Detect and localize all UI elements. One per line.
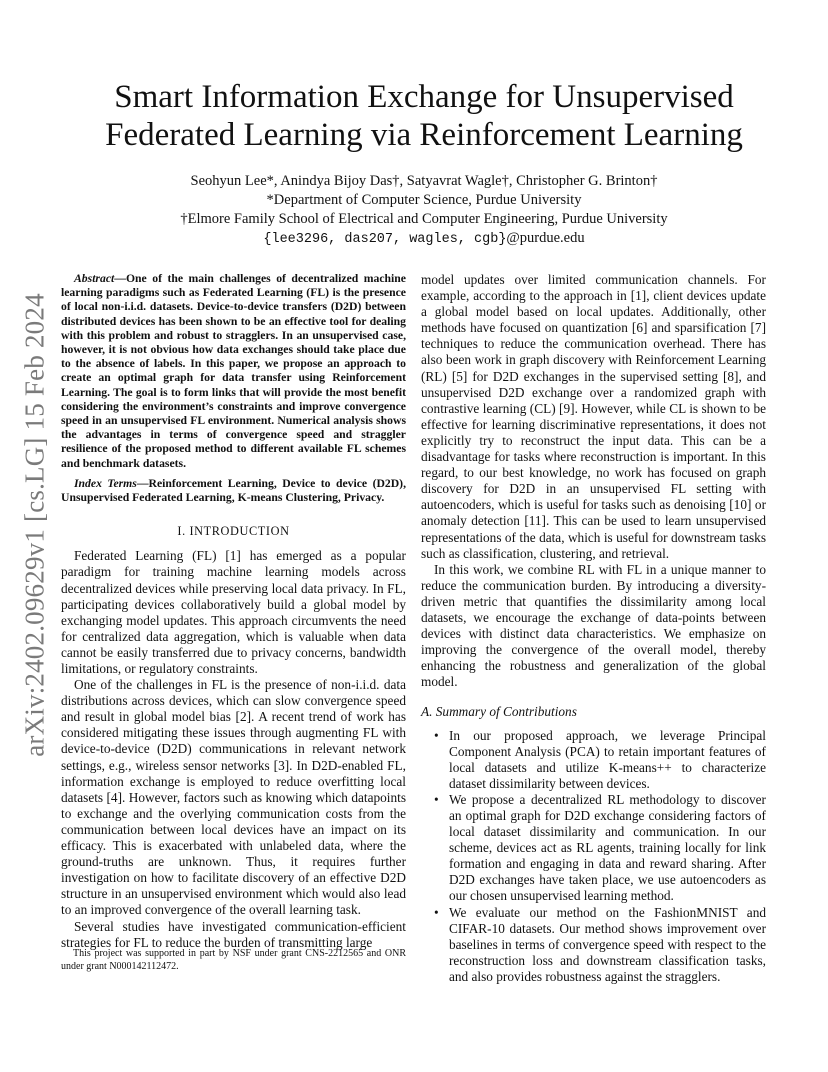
contribution-item: • In our proposed approach, we leverage Principal Component Analysis (PCA) to retain important features of local datasets and utilize K-means++ to characterize dataset dissimilarity between devices.: [449, 728, 766, 792]
intro-paragraph-1: Federated Learning (FL) [1] has emerged as a popular paradigm for training machine learning models across decentralized devices while preserving local data privacy. In FL, participating devices collaboratively build a global model by exchanging model updates. This approach circumvents the need for centralized data aggregation, which is valuable when data cannot be easily transferred due to privacy concerns, bandwidth limitations, or regulatory constraints.: [61, 548, 406, 676]
author-list: Seohyun Lee*, Anindya Bijoy Das†, Satyavrat Wagle†, Christopher G. Brinton†: [190, 173, 658, 189]
contribution-list: [421, 728, 766, 986]
left-column: [61, 272, 406, 951]
intro-paragraph-2: One of the challenges in FL is the presence of non-i.i.d. data distributions across devices, which can slow convergence speed and result in global model bias [2]. A recent trend of work has considered mitigating these issues through augmenting FL with device-to-device (D2D) communications in relevant network settings, e.g., wireless sensor networks [3]. In D2D-enabled FL, information exchange is employed to reduce overfitting local datasets [4]. However, factors such as knowing which datapoints to exchange and the overlying communication costs from the communication between local devices have an impact on its efficacy. This is exacerbated with unlabeled data, where the ground-truths are unknown. Thus, it requires further investigation on how to facilitate discovery of an effective D2D structure in an unsupervised environment which would also lead to an improved convergence of the overall learning task.: [61, 677, 406, 918]
index-terms-text: —Reinforcement Learning, Device to device (D2D), Unsupervised Federated Learning, K-means Clustering, Privacy.: [61, 476, 406, 505]
subsection-heading-contributions: A. Summary of Contributions: [421, 704, 577, 720]
email-line: [60, 229, 788, 249]
abstract: [61, 272, 406, 471]
arxiv-identifier: arXiv:2402.09629v1 [cs.LG] 15 Feb 2024: [19, 293, 50, 757]
right-column: [421, 272, 766, 985]
title-line-2: Federated Learning via Reinforcement Learning: [105, 117, 743, 153]
arxiv-sidebar-stamp: [10, 285, 60, 765]
intro-paragraph-3: Several studies have investigated communication-efficient strategies for FL to reduce the burden of transmitting large: [61, 918, 406, 950]
abstract-text: —One of the main challenges of decentralized machine learning paradigms such as Federated Learning (FL) is the presence of local non-i.i.d. datasets. Device-to-device transfers (D2D) between distributed devices has been shown to be an effective tool for dealing with this problem and robust to stragglers. In an unsupervised case, however, it is not obvious how data exchanges should take place due to the absence of labels. In this paper, we propose an approach to create an optimal graph for data transfer using Reinforcement Learning. The goal is to form links that will provide the most benefit considering the environment’s constraints and improve convergence speed in an unsupervised FL environment. Numerical analysis shows the advantages in terms of convergence speed and straggler resilience of the proposed method to different available FL schemes and benchmark datasets.: [61, 272, 406, 470]
contribution-item: • We evaluate our method on the FashionMNIST and CIFAR-10 datasets. Our method shows improvement over baselines in terms of convergence speed with respect to the reconstruction loss and downstream classification tasks, and also provides robustness against the stragglers.: [449, 905, 766, 985]
affiliation-1: *Department of Computer Science, Purdue University: [266, 192, 582, 208]
intro-paragraph-4: model updates over limited communication channels. For example, according to the approach in [1], client devices update a global model based on local updates. Additionally, other methods have focused on quantization [6] and sparsification [7] techniques to reduce the communication overhead. There has also been work in graph discovery with Reinforcement Learning (RL) [5] for D2D exchanges in the supervised setting [8], and unsupervised D2D exchange over a randomized graph with contrastive learning (CL) [9]. However, while CL is shown to be effective for learning discriminative representations, it does not explicitly try to reconstruct the input data. This can be a disadvantage for tasks where reconstruction is important. In this regard, to our best knowledge, no work has focused on graph discovery for D2D in an unsupervised FL setting with autoencoders, which is useful for tasks such as denoising [10] or anomaly detection [11]. This can be used to learn unsupervised representations of the data, which is useful for downstream tasks such as classification, clustering, and retrieval.: [421, 272, 766, 561]
index-terms: [61, 477, 406, 505]
paper-title: [60, 78, 788, 154]
email-domain: @purdue.edu: [506, 230, 585, 246]
intro-paragraph-5: In this work, we combine RL with FL in a unique manner to reduce the communication burden. By introducing a diversity-driven metric that quantifies the dissimilarity among local datasets, we encourage the exchange of data-points between devices with distinct data characteristics. We emphasize on improving the convergence of the overall model, thereby enhancing the robustness and generalization of the global model.: [421, 561, 766, 690]
title-line-1: Smart Information Exchange for Unsupervised: [114, 79, 734, 115]
abstract-label: Abstract: [74, 272, 115, 285]
email-usernames: {lee3296, das207, wagles, cgb}: [263, 232, 507, 247]
affiliation-2: †Elmore Family School of Electrical and Computer Engineering, Purdue University: [180, 211, 668, 227]
author-block: [60, 172, 788, 249]
section-heading-introduction: I. INTRODUCTION: [177, 524, 290, 539]
index-terms-label: Index Terms: [74, 476, 137, 490]
contribution-item: • We propose a decentralized RL methodology to discover an optimal graph for D2D exchange considering factors of local dataset dissimilarity and communication. In our scheme, devices act as RL agents, training locally for link formation and engaging in data and reward sharing. After D2D exchanges have taken place, we use autoencoders as our chosen unsupervised learning method.: [449, 792, 766, 905]
funding-footnote: This project was supported in part by NSF under grant CNS-2212565 and ONR under grant N000142112472.: [61, 948, 406, 972]
